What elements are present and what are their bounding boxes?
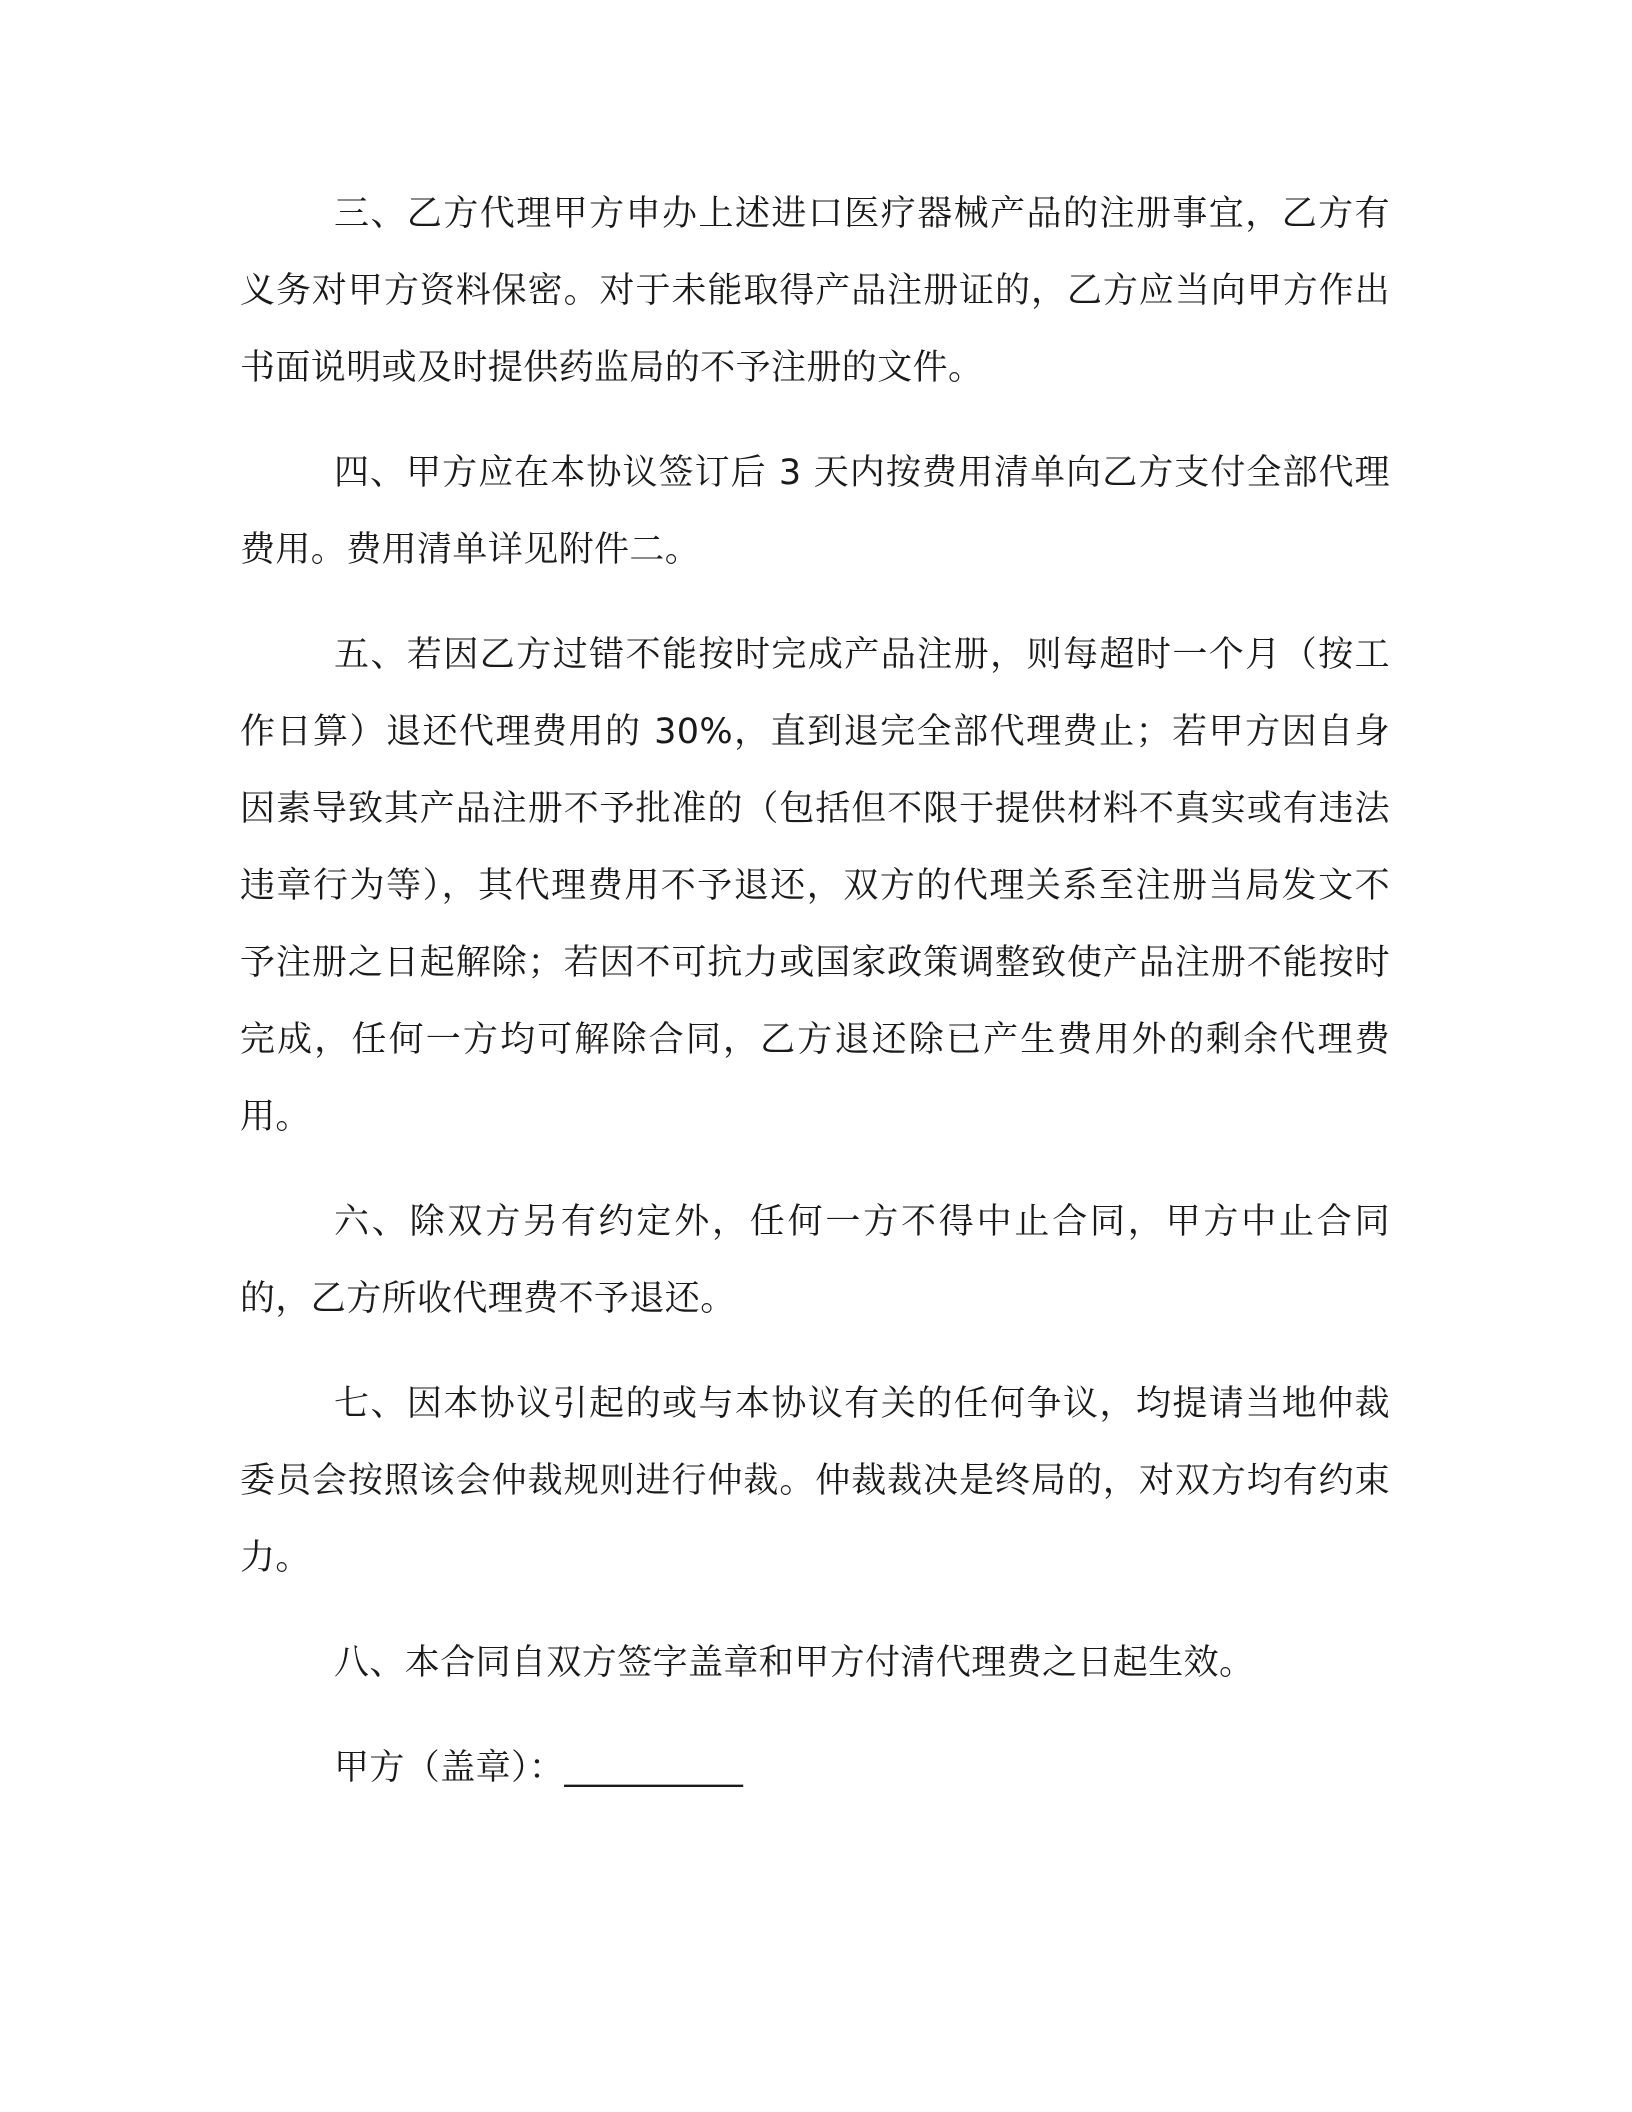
party-a-signature-label: 甲方（盖章）： <box>334 1748 565 1788</box>
clause-3: 三、乙方代理甲方申办上述进口医疗器械产品的注册事宜，乙方有义务对甲方资料保密。对于未能取得产品注册证的，乙方应当向甲方作出书面说明或及时提供药监局的不予注册的文件。 <box>240 194 1390 388</box>
clause-6: 六、除双方另有约定外，任何一方不得中止合同，甲方中止合同的，乙方所收代理费不予退还。 <box>240 1202 1390 1319</box>
clause-7: 七、因本协议引起的或与本协议有关的任何争议，均提请当地仲裁委员会按照该会仲裁规则进行仲裁。仲裁裁决是终局的，对双方均有约束力。 <box>240 1384 1390 1578</box>
party-a-signature-line <box>240 1730 1390 1807</box>
clause-4: 四、甲方应在本协议签订后 3 天内按费用清单向乙方支付全部代理费用。费用清单详见附件二。 <box>240 453 1390 570</box>
clause-8: 八、本合同自双方签字盖章和甲方付清代理费之日起生效。 <box>334 1643 1255 1683</box>
party-a-signature-blank: __________ <box>564 1748 744 1788</box>
contract-body <box>240 176 1390 1807</box>
clause-5: 五、若因乙方过错不能按时完成产品注册，则每超时一个月（按工作日算）退还代理费用的 30%，直到退完全部代理费止；若甲方因自身因素导致其产品注册不予批准的（包括但不限于提供材料不真实或有违法违章行为等），其代理费用不予退还，双方的代理关系至注册当局发文不予注册之日起解除；若因不可抗力或国家政策调整致使产品注册不能按时完成，任何一方均可解除合同，乙方退还除已产生费用外的剩余代理费用。 <box>240 635 1390 1137</box>
